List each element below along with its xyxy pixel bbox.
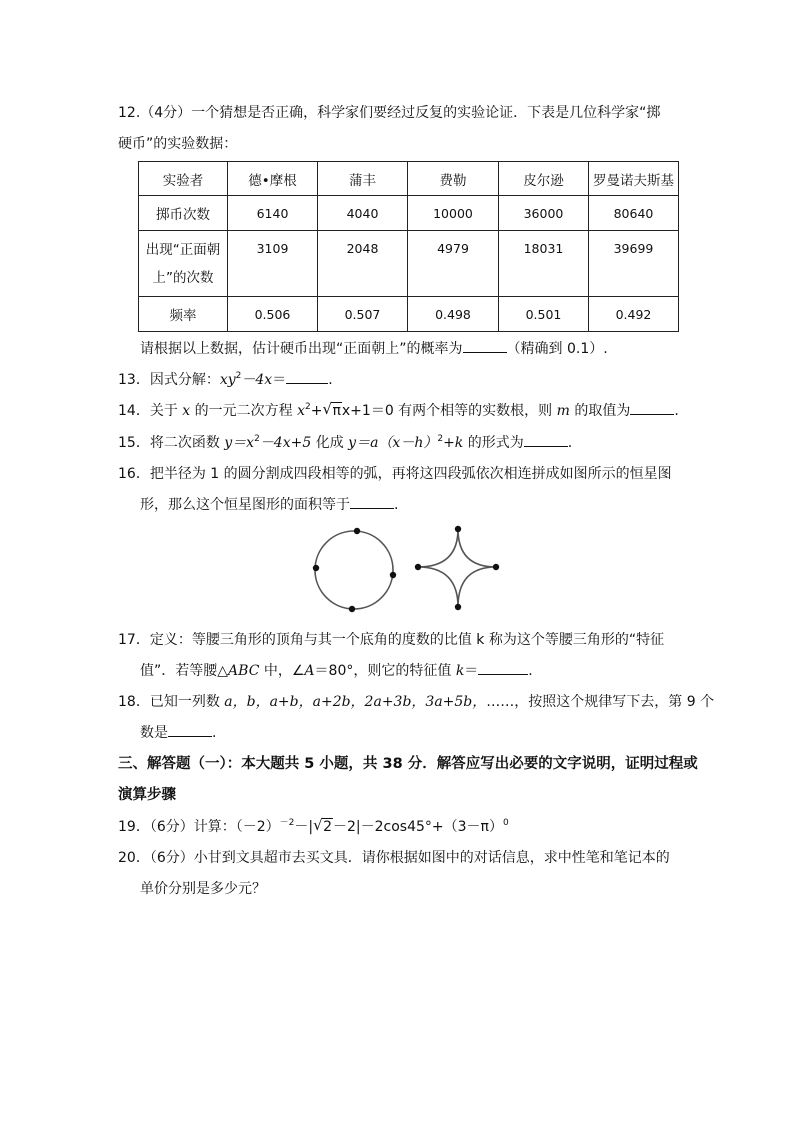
- table-cell: 0.507: [318, 297, 408, 332]
- q19-text: 19．（6分）计算：（－2）: [118, 819, 280, 835]
- answer-blank: [350, 496, 394, 509]
- q19-exponent: －2: [279, 818, 295, 828]
- coin-toss-table: [138, 161, 679, 332]
- q17-period: .: [528, 663, 533, 679]
- table-header-cell: 蒲丰: [318, 162, 408, 196]
- table-row-frequency: [139, 297, 679, 332]
- star-vertex: [493, 564, 499, 570]
- q17-text: 值”．若等腰△: [140, 663, 229, 679]
- q19: [118, 817, 509, 837]
- q15-text: 15．将二次函数: [118, 435, 225, 451]
- q20-line-1: 20．（6分）小甘到文具超市去买文具．请你根据如图中的对话信息，求中性笔和笔记本的: [118, 850, 670, 866]
- answer-blank: [168, 724, 212, 737]
- q14-text: 的一元二次方程: [190, 403, 298, 419]
- table-cell-text: 上”的次数: [152, 269, 214, 286]
- table-cell: 0.492: [589, 297, 679, 332]
- division-point: [354, 528, 360, 534]
- star-vertex: [455, 604, 461, 610]
- q18-line-1: [118, 692, 714, 712]
- table-cell: 0.506: [228, 297, 318, 332]
- q13-text: 13．因式分解：: [118, 372, 220, 388]
- q18-line-2: [140, 723, 216, 743]
- q14: [118, 401, 679, 421]
- sqrt-argument: 2: [323, 819, 333, 835]
- table-cell-text: 出现“正面朝: [145, 241, 221, 258]
- q14-var: x: [182, 403, 191, 419]
- section-heading-line-1: 三、解答题（一）：本大题共 5 小题，共 38 分．解答应写出必要的文字说明，证明过程或: [118, 756, 698, 772]
- q16-period: .: [394, 497, 399, 513]
- sqrt-symbol: √ 2: [313, 816, 333, 835]
- table-header-cell: 德•摩根: [228, 162, 318, 196]
- star-vertex: [455, 526, 461, 532]
- answer-blank: [478, 662, 528, 675]
- q14-var: m: [556, 403, 570, 419]
- q14-plus: +: [310, 403, 323, 419]
- table-cell: 10000: [408, 196, 499, 231]
- answer-blank: [524, 434, 568, 447]
- star-vertex: [415, 564, 421, 570]
- q18-period: .: [212, 725, 217, 741]
- q15-formula: y＝x: [224, 435, 255, 451]
- q17-var: ABC: [228, 663, 260, 679]
- table-cell: 3109: [228, 231, 318, 297]
- q18-sequence: a，b，a+b，a+2b，2a+3b，3a+5b，: [224, 694, 487, 710]
- q16-line-2: [140, 495, 398, 515]
- q18-text: 数是: [140, 725, 168, 741]
- sqrt-symbol: √ π: [322, 400, 341, 419]
- q15-formula: y＝a（x－h）: [348, 435, 438, 451]
- q14-exponent: 2: [304, 402, 311, 412]
- q17-text: ＝80°，则它的特征值: [314, 663, 456, 679]
- division-point: [313, 565, 319, 571]
- q17-var: k: [455, 663, 465, 679]
- q12-question-note: （精确到 0.1）.: [506, 341, 608, 357]
- q14-text: x+1＝0 有两个相等的实数根，则: [341, 403, 557, 419]
- q16-line-1: 16．把半径为 1 的圆分割成四段相等的弧，再将这四段弧依次相连拼成如图所示的恒星图: [118, 466, 672, 482]
- q15-text: 的形式为: [463, 435, 524, 451]
- table-cell: 39699: [589, 231, 679, 297]
- table-cell: 4979: [408, 231, 499, 297]
- q15-exponent: 2: [254, 434, 260, 444]
- q16-text: 形，那么这个恒星图形的面积等于: [140, 497, 350, 513]
- q13-exponent: 2: [235, 371, 242, 381]
- table-cell: 18031: [499, 231, 589, 297]
- q13-term: －4x: [241, 372, 273, 388]
- table-header-cell: 罗曼诺夫斯基: [589, 162, 679, 196]
- table-header-row: [139, 162, 679, 196]
- q14-text: 的取值为: [569, 403, 631, 419]
- table-cell: 36000: [499, 196, 589, 231]
- q15: [118, 433, 572, 453]
- q17-line-1: 17．定义：等腰三角形的顶角与其一个底角的度数的比值 k 称为这个等腰三角形的“特征: [118, 632, 665, 648]
- q13-period: .: [328, 372, 333, 388]
- q13: [118, 370, 333, 390]
- q17-line-2: [140, 661, 533, 681]
- q12-line-2: 硬币”的实验数据：: [118, 136, 238, 152]
- q14-text: 14．关于: [118, 403, 183, 419]
- table-cell: 6140: [228, 196, 318, 231]
- q20-line-2: 单价分别是多少元？: [140, 881, 266, 897]
- q17-text: ＝: [464, 663, 479, 679]
- q13-equals: ＝: [272, 372, 287, 388]
- table-row-tosses: [139, 196, 679, 231]
- q15-text: 化成: [311, 435, 349, 451]
- table-cell-heads-label: [139, 231, 228, 297]
- circle-star-figure: [308, 522, 504, 616]
- q13-term: xy: [219, 372, 236, 388]
- table-cell: 0.501: [499, 297, 589, 332]
- table-header-cell: 费勒: [408, 162, 499, 196]
- sqrt-argument: π: [332, 403, 341, 419]
- table-cell: 0.498: [408, 297, 499, 332]
- q14-period: .: [674, 403, 679, 419]
- q15-exponent: 2: [437, 434, 444, 444]
- table-cell: 频率: [139, 297, 228, 332]
- q14-var: x: [297, 403, 305, 419]
- table-cell: 4040: [318, 196, 408, 231]
- division-point: [349, 606, 355, 612]
- q17-var: A: [304, 663, 315, 679]
- q15-period: .: [567, 435, 573, 451]
- table-cell: 80640: [589, 196, 679, 231]
- q12-line-1: 12.（4分）一个猜想是否正确，科学家们要经过反复的实验论证．下表是几位科学家“掷: [118, 105, 661, 121]
- answer-blank: [463, 340, 507, 353]
- table-cell: 2048: [318, 231, 408, 297]
- q18-text: ……，按照这个规律写下去，第 9 个: [486, 694, 715, 710]
- q17-text: 中，∠: [259, 663, 305, 679]
- q12-question-text: 请根据以上数据，估计硬币出现“正面朝上”的概率为: [140, 341, 463, 357]
- table-cell: 掷币次数: [139, 196, 228, 231]
- q19-text: －2|－2cos45°+（3－π）: [333, 819, 503, 835]
- section-heading-line-2: 演算步骤: [118, 787, 176, 803]
- q19-text: －|: [294, 819, 314, 835]
- q18-text: 18．已知一列数: [118, 694, 225, 710]
- table-header-cell: 皮尔逊: [499, 162, 589, 196]
- q12-question: [140, 339, 608, 359]
- q15-formula: －4x+5: [259, 435, 312, 451]
- table-row-heads: [139, 231, 679, 297]
- table-header-cell: 实验者: [139, 162, 228, 196]
- answer-blank: [630, 402, 674, 415]
- division-point: [390, 572, 396, 578]
- answer-blank: [286, 371, 328, 384]
- q15-formula: +k: [443, 435, 464, 451]
- q19-exponent: 0: [502, 818, 509, 828]
- star-shape: [418, 529, 496, 607]
- circle-shape: [315, 531, 393, 609]
